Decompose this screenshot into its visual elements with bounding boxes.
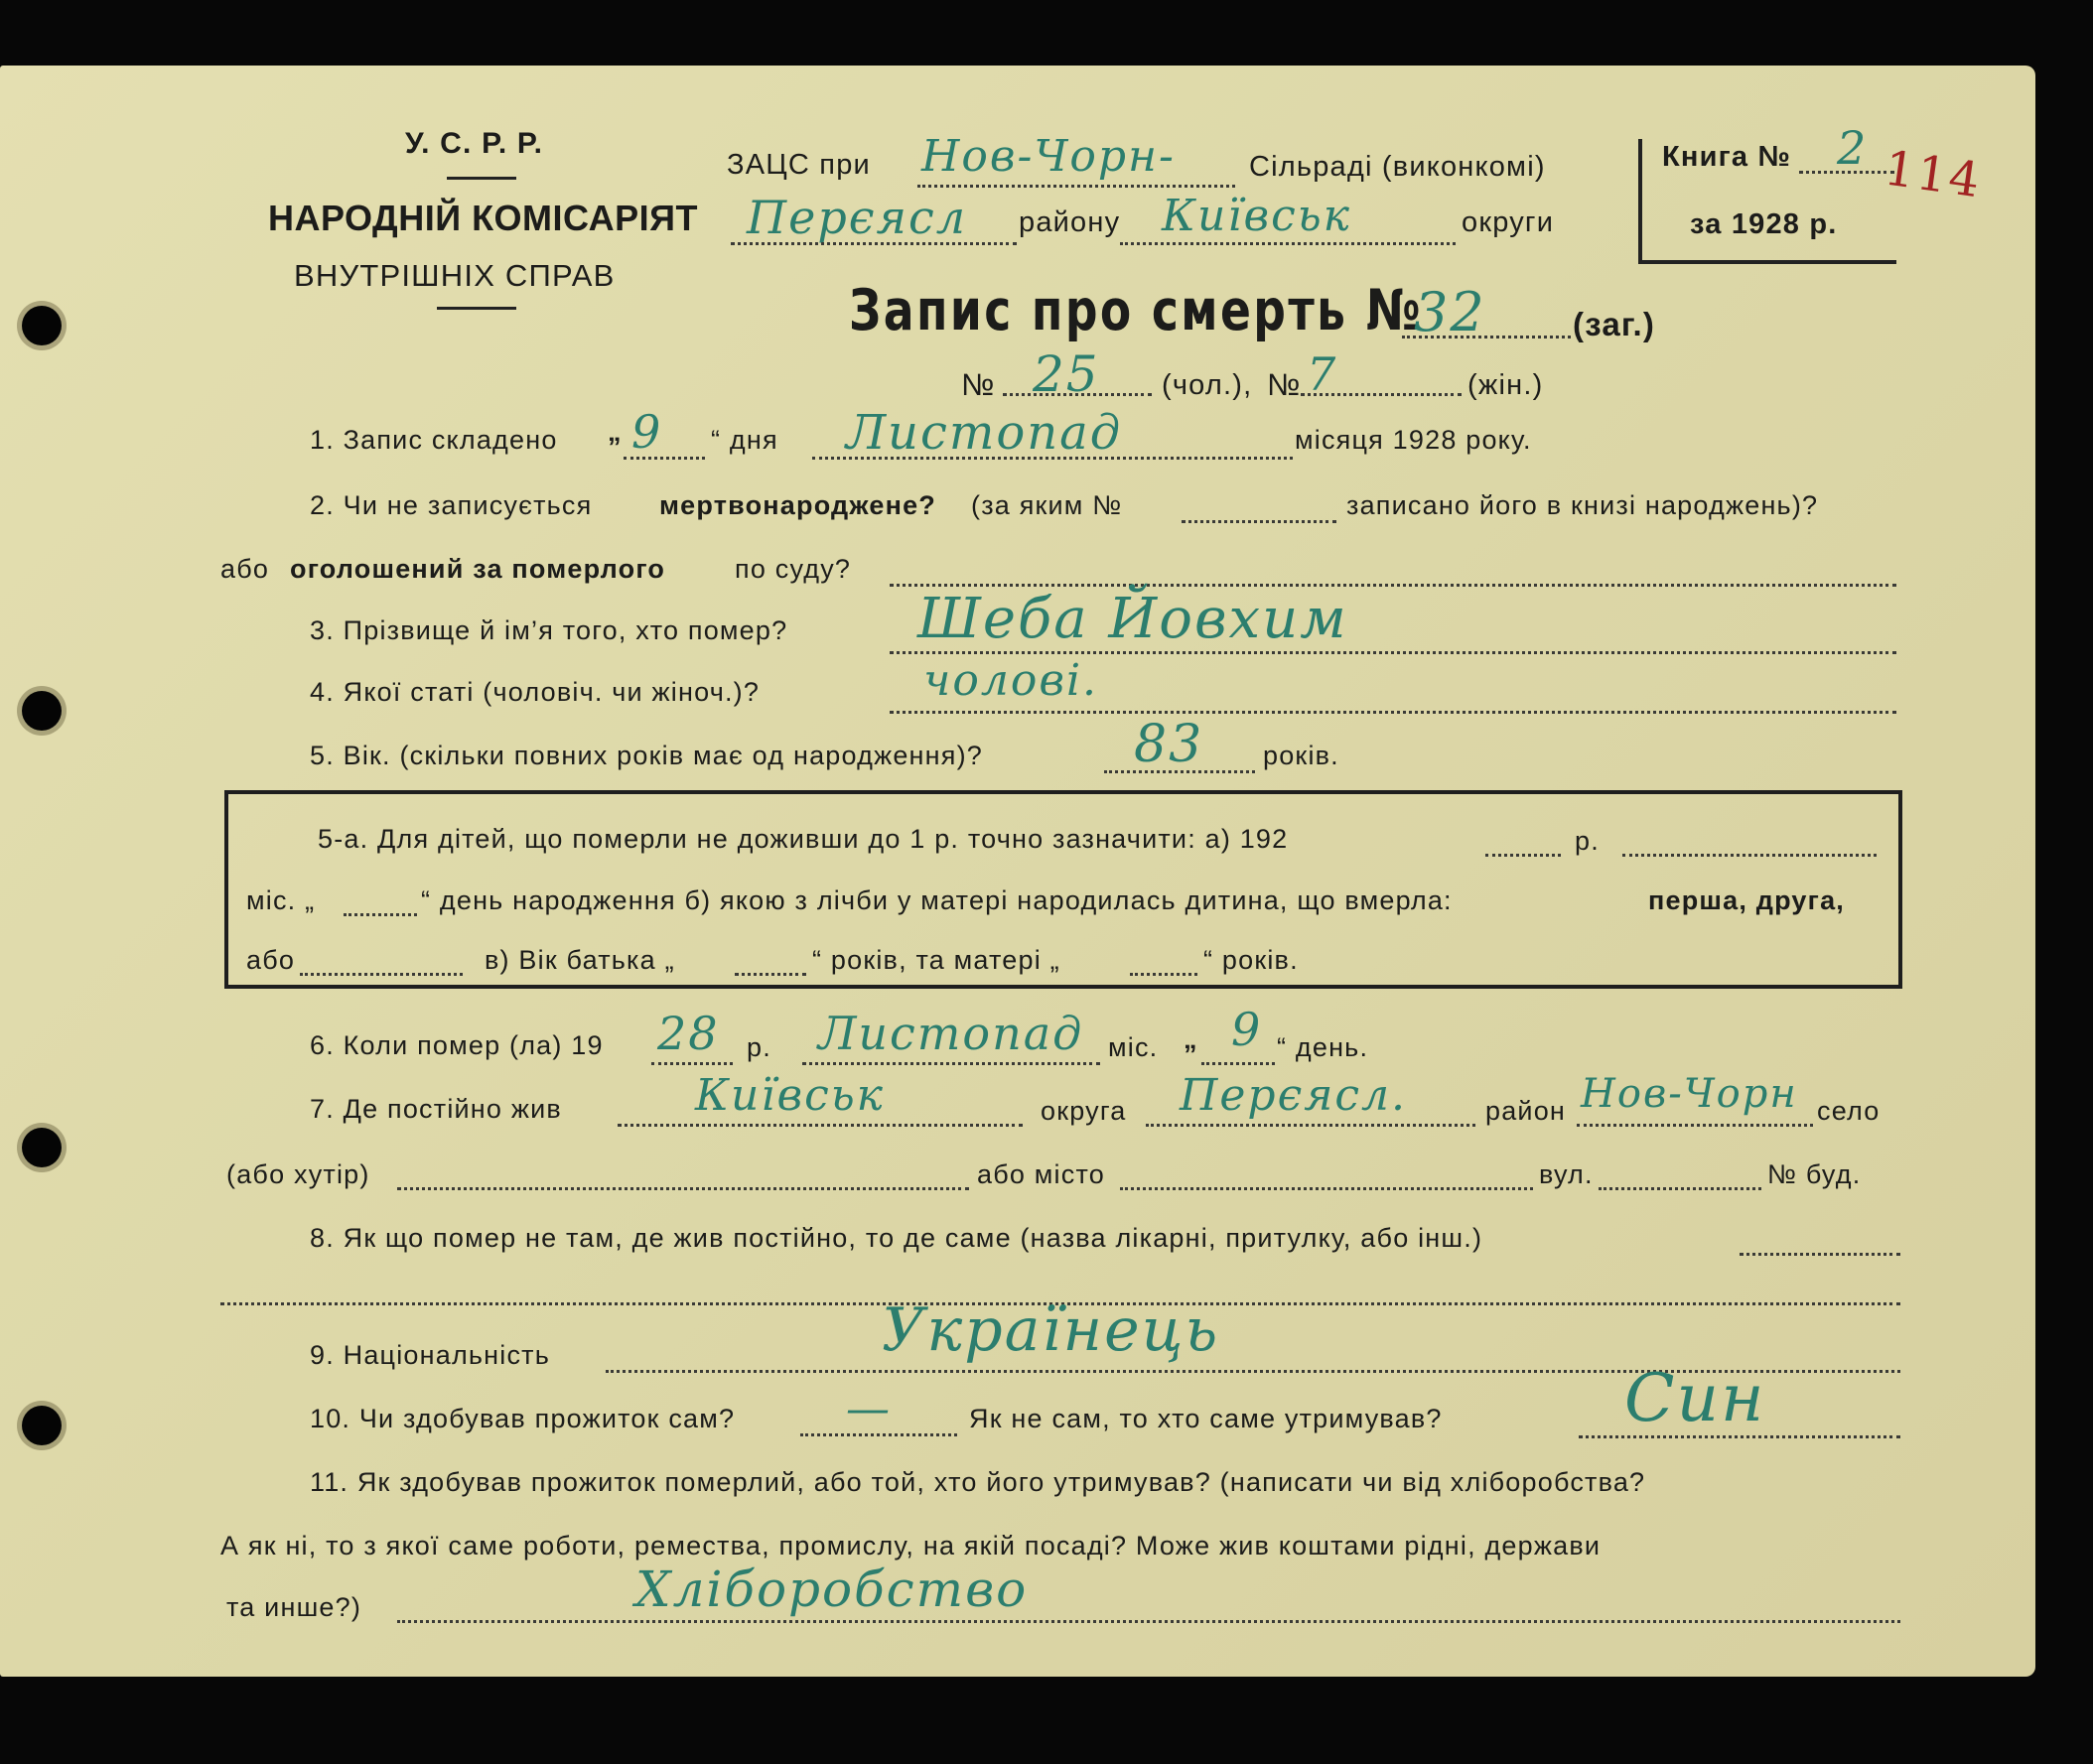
record-number-line [1402, 336, 1571, 339]
field-2-declared-dead: оголошений за померлого [290, 554, 666, 584]
male-number-sign: № [961, 367, 996, 402]
field-11-line2: А як ні, то з якої саме роботи, ремества, промислу, на якій посаді? Може жив коштами рідні, держави [220, 1531, 1602, 1560]
field-4-line [890, 711, 1896, 714]
field-10-supporter-line [1579, 1435, 1900, 1438]
sex-handwritten: чолові. [923, 655, 1099, 706]
field-8-label: 8. Як що помер не там, де жив постійно, то де саме (назва лікарні, притулку, або інш.) [310, 1223, 1483, 1253]
supporter-handwritten: Син [1624, 1360, 1766, 1436]
total-label: (заг.) [1573, 306, 1656, 342]
field-6-label: 6. Коли помер (ла) 19 [310, 1030, 604, 1060]
book-box-left-border [1638, 139, 1642, 264]
female-label: (жін.) [1467, 369, 1544, 401]
field-11-line1: 11. Як здобував прожиток померлий, або той, хто його утримував? (написати чи від хліборобства? [310, 1467, 1646, 1497]
field-6-month-line [802, 1062, 1100, 1065]
field-3-line [890, 651, 1896, 654]
field-1-day-line [624, 457, 705, 460]
field-5a-r-line [1622, 854, 1877, 857]
field-2-or: або [220, 554, 270, 584]
field-5a-mother-age: “ років, та матері „ [812, 945, 1060, 975]
field-2-number-label: (за яким № [971, 490, 1123, 520]
village-field-line [917, 185, 1235, 188]
field-7-okrug-line [618, 1124, 1023, 1127]
ministry-subtitle: ВНУТРІШНІХ СПРАВ [294, 258, 616, 293]
header-divider [437, 307, 516, 310]
punch-hole [22, 306, 62, 345]
field-5a-or-line [300, 973, 463, 976]
field-1-day-handwritten: 9 [631, 405, 663, 459]
okrug-handwritten: Київськ [1162, 191, 1351, 241]
field-6-day-line [1201, 1062, 1275, 1065]
field-6-day-open-quote: „ [1184, 1024, 1198, 1054]
field-6-year-line [651, 1062, 733, 1065]
field-1-label: 1. Запис складено [310, 425, 558, 455]
death-record-form [0, 66, 2035, 1677]
field-7-okrug-label: округа [1041, 1096, 1127, 1126]
district-label: району [1019, 206, 1121, 238]
female-number-handwritten: 7 [1307, 347, 1338, 401]
field-7-city-line [1120, 1187, 1533, 1190]
field-7-rayon-label: район [1485, 1096, 1567, 1126]
field-2-tail: записано його в книзі народжень)? [1346, 490, 1819, 520]
field-2-by-court: по суду? [735, 554, 852, 584]
field-5a-line1: 5-а. Для дітей, що померли не доживши до 1 р. точно зазначити: а) 192 [318, 824, 1289, 854]
record-title: Запис про смерть № [849, 278, 1423, 343]
field-10-line [800, 1433, 957, 1436]
field-5a-or: або [246, 945, 296, 975]
ministry-title: НАРОДНІЙ КОМІСАРІЯТ [268, 198, 699, 238]
field-5-label: 5. Вік. (скільки повних років має од народження)? [310, 741, 984, 770]
field-5-tail: років. [1263, 741, 1339, 770]
field-7-city: або місто [977, 1159, 1105, 1189]
field-5a-years: “ років. [1203, 945, 1299, 975]
field-4-label: 4. Якої статі (чоловіч. чи жіноч.)? [310, 677, 761, 707]
death-day-handwritten: 9 [1231, 1003, 1263, 1056]
village-council-handwritten: Нов-Чорн- [921, 131, 1176, 182]
book-year: за 1928 р. [1690, 208, 1838, 240]
field-7-street: вул. [1539, 1159, 1594, 1189]
residence-rayon-handwritten: Перєясл. [1180, 1070, 1407, 1121]
field-7-village-label: село [1817, 1096, 1881, 1126]
field-11-line [397, 1620, 1900, 1623]
death-month-handwritten: Листопад [818, 1007, 1084, 1060]
female-number-sign: № [1267, 367, 1302, 402]
republic-heading: У. С. Р. Р. [405, 127, 544, 160]
field-6-month-label: міс. [1108, 1032, 1159, 1062]
field-10-label: 10. Чи здобував прожиток сам? [310, 1404, 736, 1433]
occupation-handwritten: Хліборобство [635, 1560, 1029, 1618]
residence-village-handwritten: Нов-Чорн [1581, 1071, 1798, 1117]
female-number-line [1301, 393, 1462, 396]
field-7-farmstead-line [397, 1187, 969, 1190]
field-9-label: 9. Національність [310, 1340, 551, 1370]
field-7-street-line [1599, 1187, 1761, 1190]
age-handwritten: 83 [1134, 715, 1204, 774]
punch-hole [22, 1128, 62, 1167]
field-1-day-close: “ дня [711, 425, 778, 455]
field-7-label: 7. Де постійно жив [310, 1094, 562, 1124]
deceased-name-handwritten: Шеба Йовхим [917, 587, 1348, 651]
field-3-label: 3. Прізвище й ім’я того, хто помер? [310, 615, 788, 645]
field-5a-birth-order: “ день народження б) якою з лічби у матері народилась дитина, що вмерла: [421, 885, 1453, 915]
field-5a-father-line [735, 973, 806, 976]
field-2-label: 2. Чи не записується [310, 490, 593, 520]
zags-label: ЗАЦС при [727, 149, 871, 181]
field-7-village-line [1577, 1124, 1813, 1127]
field-7-house: № буд. [1767, 1159, 1862, 1189]
self-support-handwritten: — [846, 1384, 892, 1434]
field-1-month-line [812, 457, 1293, 460]
book-number-line [1799, 171, 1894, 174]
field-7-farmstead: (або хутір) [226, 1159, 370, 1189]
okrug-field-line [1120, 242, 1456, 245]
field-2-number-line [1182, 520, 1336, 523]
nationality-handwritten: Українець [882, 1295, 1220, 1365]
punch-hole [22, 1406, 62, 1445]
field-5a-day-line [344, 913, 417, 916]
field-5a-month: міс. „ [246, 885, 316, 915]
okrug-label: округи [1462, 206, 1555, 238]
field-5a-first-second: перша, друга, [1648, 885, 1845, 915]
field-6-r: р. [747, 1032, 771, 1062]
field-1-day-open-quote: „ [608, 417, 623, 447]
field-5-line [1104, 770, 1255, 773]
death-year-handwritten: 28 [657, 1007, 720, 1060]
field-5a-mother-line [1130, 973, 1197, 976]
header-divider [447, 177, 516, 180]
book-box-bottom-border [1638, 260, 1896, 264]
male-label: (чол.), [1162, 369, 1253, 401]
residence-okrug-handwritten: Київськ [695, 1070, 885, 1121]
field-2-stillborn: мертвонароджене? [659, 490, 936, 520]
field-7-rayon-line [1146, 1124, 1475, 1127]
punch-hole [22, 691, 62, 731]
male-number-line [1003, 393, 1152, 396]
field-8-line [1740, 1253, 1900, 1256]
field-1-tail: місяця 1928 року. [1295, 425, 1532, 455]
field-1-month-handwritten: Листопад [846, 405, 1123, 461]
field-6-day-close: “ день. [1277, 1032, 1369, 1062]
male-number-handwritten: 25 [1033, 345, 1100, 403]
book-number-handwritten: 2 [1837, 121, 1869, 175]
field-5a-father-age: в) Вік батька „ [485, 945, 675, 975]
record-number-handwritten: 32 [1414, 281, 1486, 343]
stamp-number-handwritten: 114 [1881, 140, 1986, 209]
field-11-line3: та инше?) [226, 1592, 362, 1622]
district-field-line [731, 242, 1017, 245]
field-10-supporter-label: Як не сам, то хто саме утримував? [969, 1404, 1443, 1433]
district-handwritten: Перєясл [747, 191, 968, 244]
field-5a-year-line [1485, 854, 1561, 857]
village-council-label: Сільраді (виконкомі) [1249, 151, 1546, 183]
field-5a-r: р. [1575, 826, 1600, 856]
book-label: Книга № [1662, 141, 1792, 173]
